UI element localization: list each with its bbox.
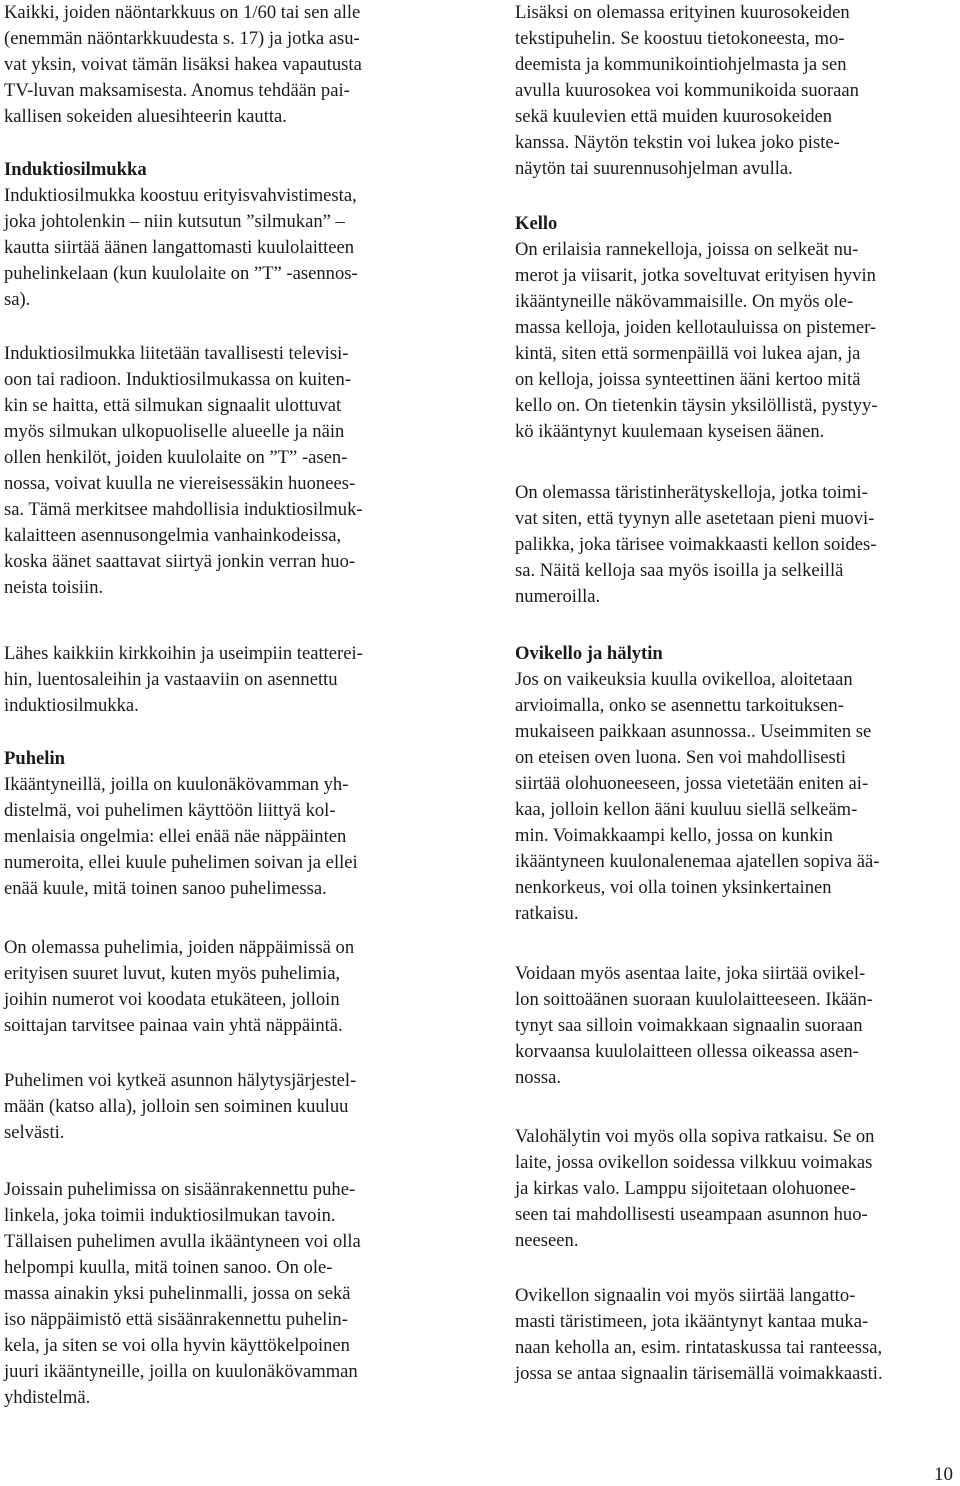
text-line: numeroita, ellei kuule puhelimen soivan ja ellei bbox=[4, 852, 358, 873]
text-line: seen tai mahdollisesti useampaan asunnon huo- bbox=[515, 1204, 868, 1225]
text-line: Induktiosilmukka koostuu erityisvahvistimesta, bbox=[4, 185, 357, 206]
text-line: nossa. bbox=[515, 1067, 561, 1088]
text-line: Voidaan myös asentaa laite, joka siirtää ovikel- bbox=[515, 963, 866, 984]
text-line: kela, ja siten se voi olla hyvin käyttökelpoinen bbox=[4, 1335, 350, 1356]
text-line: On olemassa täristinherätyskelloja, jotka toimi- bbox=[515, 482, 868, 503]
page-number: 10 bbox=[934, 1464, 953, 1485]
text-line: numeroilla. bbox=[515, 586, 601, 607]
text-line: palikka, joka tärisee voimakkaasti kellon soides- bbox=[515, 534, 877, 555]
text-line: min. Voimakkaampi kello, jossa on kunkin bbox=[515, 825, 833, 846]
text-line: Ikääntyneillä, joilla on kuulonäkövamman yh- bbox=[4, 774, 349, 795]
text-line: nenkorkeus, voi olla toinen yksinkertainen bbox=[515, 877, 832, 898]
text-line: (enemmän näöntarkkuudesta s. 17) ja jotka asu- bbox=[4, 28, 360, 49]
text-line: laite, jossa ovikellon soidessa vilkkuu voimakas bbox=[515, 1152, 873, 1173]
text-line: kallisen sokeiden aluesihteerin kautta. bbox=[4, 106, 287, 127]
text-line: kö ikääntynyt kuulemaan kyseisen äänen. bbox=[515, 421, 825, 442]
text-line: linkela, joka toimii induktiosilmukan tavoin. bbox=[4, 1205, 336, 1226]
text-line: soittajan tarvitsee painaa vain yhtä näppäintä. bbox=[4, 1015, 343, 1036]
text-line: korvaansa kuulolaitteen ollessa oikeassa asen- bbox=[515, 1041, 859, 1062]
text-line: avulla kuurosokea voi kommunikoida suoraan bbox=[515, 80, 859, 101]
text-line: mään (katso alla), jolloin sen soiminen kuuluu bbox=[4, 1096, 349, 1117]
text-line: kintä, siten että sormenpäillä voi lukea ajan, ja bbox=[515, 343, 861, 364]
text-line: Joissain puhelimissa on sisäänrakennettu puhe- bbox=[4, 1179, 356, 1200]
text-line: yhdistelmä. bbox=[4, 1387, 91, 1408]
text-line: vat siten, että tyynyn alle asetetaan pieni muovi- bbox=[515, 508, 875, 529]
text-line: Lisäksi on olemassa erityinen kuurosokeiden bbox=[515, 2, 850, 23]
text-line: Ovikellon signaalin voi myös siirtää langatto- bbox=[515, 1285, 856, 1306]
text-line: ratkaisu. bbox=[515, 903, 579, 924]
text-line: iso näppäimistö että sisäänrakennettu puhelin- bbox=[4, 1309, 348, 1330]
text-line: menlaisia ongelmia: ellei enää näe näppäinten bbox=[4, 826, 347, 847]
section-heading-induktiosilmukka: Induktiosilmukka bbox=[4, 159, 147, 180]
text-line: myös silmukan ulkopuoliselle alueelle ja näin bbox=[4, 421, 345, 442]
text-line: kaa, jolloin kellon ääni kuuluu siellä selkeäm- bbox=[515, 799, 858, 820]
text-line: selvästi. bbox=[4, 1122, 65, 1143]
text-line: Induktiosilmukka liitetään tavallisesti televisi- bbox=[4, 343, 349, 364]
text-line: koska äänet saattavat siirtyä jonkin verran huo- bbox=[4, 551, 356, 572]
text-line: Lähes kaikkiin kirkkoihin ja useimpiin teatterei- bbox=[4, 643, 363, 664]
text-line: vat yksin, voivat tämän lisäksi hakea vapautusta bbox=[4, 54, 362, 75]
text-line: ikääntyneen kuulonalenemaa ajatellen sopiva ää- bbox=[515, 851, 880, 872]
text-line: on kelloja, joissa synteettinen ääni kertoo mitä bbox=[515, 369, 861, 390]
text-line: ollen henkilöt, joiden kuulolaite on ”T” -asen- bbox=[4, 447, 348, 468]
text-line: jossa se antaa signaalin tärisemällä voimakkaasti. bbox=[515, 1363, 883, 1384]
text-line: merot ja viisarit, jotka soveltuvat erityisen hyvin bbox=[515, 265, 876, 286]
text-line: siirtää olohuoneeseen, jossa vietetään eniten ai- bbox=[515, 773, 869, 794]
text-line: kanssa. Näytön tekstin voi lukea joko piste- bbox=[515, 132, 840, 153]
text-line: ja kirkas valo. Lamppu sijoitetaan olohuonee- bbox=[515, 1178, 856, 1199]
text-line: tynyt saa silloin voimakkaan signaalin suoraan bbox=[515, 1015, 863, 1036]
text-line: tekstipuhelin. Se koostuu tietokoneesta, mo- bbox=[515, 28, 845, 49]
text-line: helpompi kuulla, mitä toinen sanoo. On ole- bbox=[4, 1257, 333, 1278]
text-line: sekä kuulevien että muiden kuurosokeiden bbox=[515, 106, 833, 127]
text-line: Tällaisen puhelimen avulla ikääntyneen voi olla bbox=[4, 1231, 361, 1252]
text-line: naan keholla an, esim. rintataskussa tai ranteessa, bbox=[515, 1337, 883, 1358]
text-line: lon soittoäänen suoraan kuulolaitteeseen. Ikään- bbox=[515, 989, 873, 1010]
text-line: arvioimalla, onko se asennettu tarkoituksen- bbox=[515, 695, 844, 716]
section-heading-ovikello: Ovikello ja hälytin bbox=[515, 643, 663, 664]
text-line: Kaikki, joiden näöntarkkuus on 1/60 tai sen alle bbox=[4, 2, 361, 23]
text-line: sa. Näitä kelloja saa myös isoilla ja selkeillä bbox=[515, 560, 844, 581]
text-line: Jos on vaikeuksia kuulla ovikelloa, aloitetaan bbox=[515, 669, 853, 690]
text-line: joihin numerot voi koodata etukäteen, jolloin bbox=[4, 989, 340, 1010]
text-line: Puhelimen voi kytkeä asunnon hälytysjärjestel- bbox=[4, 1070, 357, 1091]
text-line: puhelinkelaan (kun kuulolaite on ”T” -asennos- bbox=[4, 263, 358, 284]
text-line: neista toisiin. bbox=[4, 577, 104, 598]
text-line: On erilaisia rannekelloja, joissa on selkeät nu- bbox=[515, 239, 859, 260]
text-line: nossa, voivat kuulla ne viereisessäkin huonees- bbox=[4, 473, 356, 494]
text-line: joka johtolenkin – niin kutsutun ”silmukan” – bbox=[4, 211, 345, 232]
text-line: Valohälytin voi myös olla sopiva ratkaisu. Se on bbox=[515, 1126, 875, 1147]
text-line: enää kuule, mitä toinen sanoo puhelimessa. bbox=[4, 878, 327, 899]
section-heading-puhelin: Puhelin bbox=[4, 748, 65, 769]
text-line: massa kelloja, joiden kellotauluissa on pistemer- bbox=[515, 317, 877, 338]
text-line: kello on. On tietenkin täysin yksilöllistä, pystyy- bbox=[515, 395, 878, 416]
text-line: sa. Tämä merkitsee mahdollisia induktiosilmuk- bbox=[4, 499, 363, 520]
text-line: näytön tai suurennusohjelman avulla. bbox=[515, 158, 793, 179]
text-line: on eteisen oven luona. Sen voi mahdollisesti bbox=[515, 747, 847, 768]
text-line: erityisen suuret luvut, kuten myös puhelimia, bbox=[4, 963, 341, 984]
text-line: TV-luvan maksamisesta. Anomus tehdään pai- bbox=[4, 80, 350, 101]
text-line: kautta siirtää äänen langattomasti kuulolaitteen bbox=[4, 237, 355, 258]
text-line: neeseen. bbox=[515, 1230, 579, 1251]
text-line: masti täristimeen, jota ikääntynyt kantaa muka- bbox=[515, 1311, 869, 1332]
text-line: mukaiseen paikkaan asunnossa.. Useimmiten se bbox=[515, 721, 872, 742]
text-line: distelmä, voi puhelimen käyttöön liittyä kol- bbox=[4, 800, 336, 821]
text-line: oon tai radioon. Induktiosilmukassa on kuiten- bbox=[4, 369, 352, 390]
text-line: ikääntyneille näkövammaisille. On myös ole- bbox=[515, 291, 854, 312]
text-line: massa ainakin yksi puhelinmalli, jossa on sekä bbox=[4, 1283, 351, 1304]
text-line: juuri ikääntyneille, joilla on kuulonäkövamman bbox=[4, 1361, 358, 1382]
text-line: sa). bbox=[4, 289, 31, 310]
text-line: kalaitteen asennusongelmia vanhainkodeissa, bbox=[4, 525, 342, 546]
text-line: induktiosilmukka. bbox=[4, 695, 139, 716]
text-line: hin, luentosaleihin ja vastaaviin on asennettu bbox=[4, 669, 338, 690]
text-line: kin se haitta, että silmukan signaalit ulottuvat bbox=[4, 395, 342, 416]
text-line: On olemassa puhelimia, joiden näppäimissä on bbox=[4, 937, 355, 958]
section-heading-kello: Kello bbox=[515, 213, 558, 234]
text-line: deemista ja kommunikointiohjelmasta ja sen bbox=[515, 54, 847, 75]
